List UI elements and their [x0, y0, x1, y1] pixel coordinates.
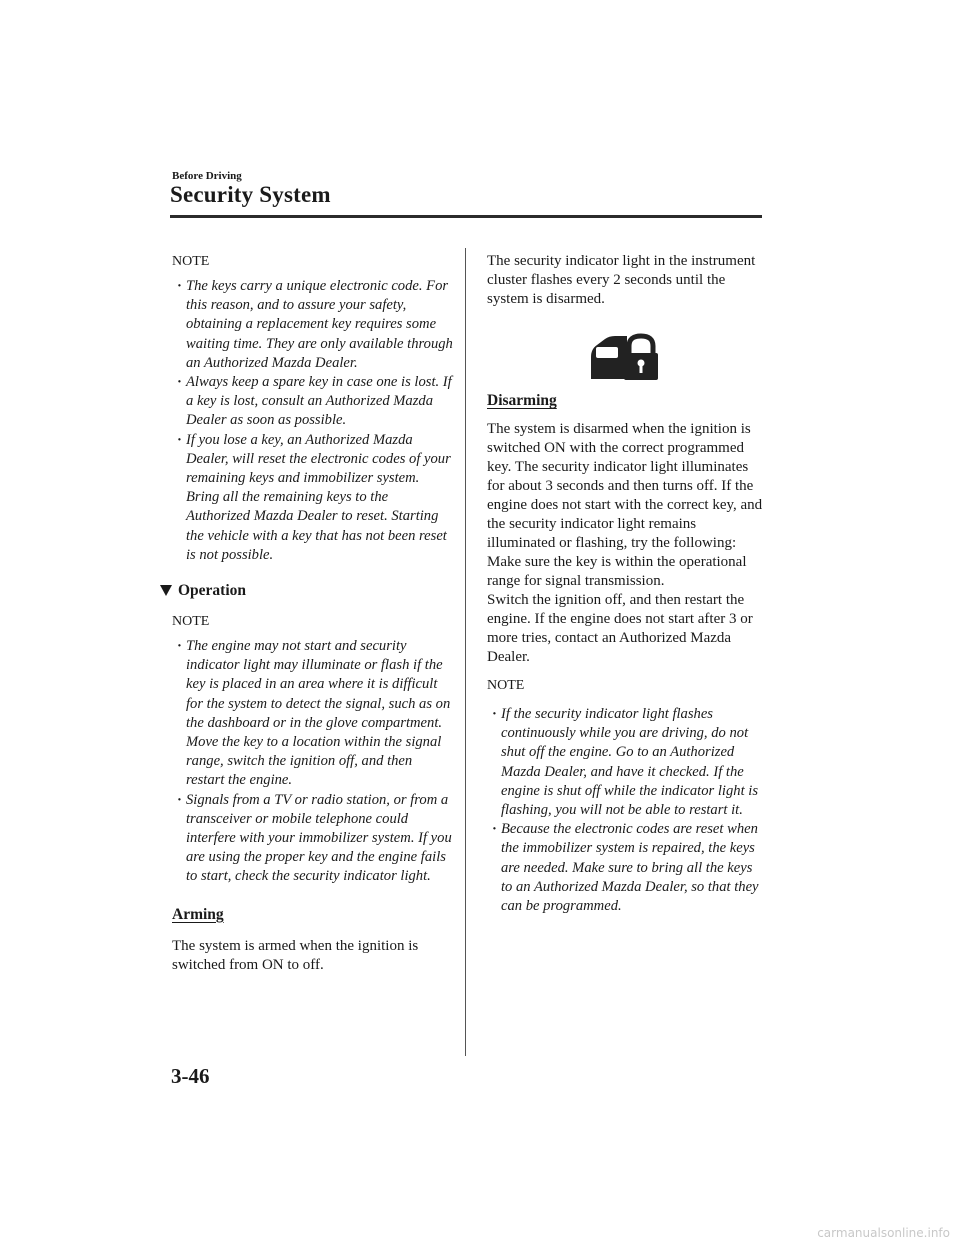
- note-list: [487, 705, 767, 916]
- note-item: · If the security indicator light flashes continuously while you are driving, do not shut off the engine. Go to an Authorized Mazda Dealer, and have it checked. If the engine is shut off while the indicator light is flashing, you will not be able to restart it.: [501, 705, 767, 820]
- watermark: carmanualsonline.info: [817, 1226, 950, 1240]
- right-column: [487, 252, 767, 916]
- disarming-text: The system is disarmed when the ignition is switched ON with the correct programmed key. The security indicator light illuminates for about 3 seconds and then turns off. If the engine does not start with the correct key, and the security indicator light remains illuminated or flashing, try the following:: [487, 421, 763, 551]
- note-item: · If you lose a key, an Authorized Mazda Dealer, will reset the electronic codes of your remaining keys and immobilizer system. Bring all the remaining keys to the Authorized Mazda Dealer to reset. Starting the vehicle with a key that has not been reset is not possible.: [186, 431, 454, 565]
- page-number: 3-46: [171, 1064, 210, 1088]
- note-label: NOTE: [487, 678, 525, 693]
- indicator-figure: [487, 309, 767, 385]
- disarming-text: Switch the ignition off, and then restart the engine. If the engine does not start after 3 or more tries, contact an Authorized Mazda Dealer.: [487, 592, 753, 665]
- arming-heading: Arming: [172, 905, 224, 923]
- note-item: · The keys carry a unique electronic code. For this reason, and to assure your safety, obtaining a replacement key requires some waiting time. They are only available through an Authorized Mazda Dealer.: [186, 277, 454, 373]
- note-label: NOTE: [172, 614, 210, 630]
- note-item: · The engine may not start and security indicator light may illuminate or flash if the key is placed in an area where it is difficult for the system to detect the signal, such as on the dashboard or in the glove compartment. Move the key to a location within the signal range, switch the ignition off, and then restart the engine.: [186, 637, 454, 791]
- left-column: [172, 252, 454, 975]
- note-label: NOTE: [172, 254, 210, 269]
- indicator-text: The security indicator light in the instrument cluster flashes every 2 seconds until the system is disarmed.: [487, 253, 756, 307]
- note-item: · Always keep a spare key in case one is lost. If a key is lost, consult an Authorized Mazda Dealer as soon as possible.: [186, 373, 454, 431]
- operation-heading-label: Operation: [178, 582, 247, 600]
- operation-heading: [160, 581, 454, 600]
- arming-text: The system is armed when the ignition is switched from ON to off.: [172, 937, 419, 973]
- note-list: [172, 277, 454, 565]
- note-list: [172, 637, 454, 887]
- security-indicator-icon: [587, 333, 663, 381]
- column-divider: [465, 248, 466, 1056]
- note-item: · Because the electronic codes are reset when the immobilizer system is repaired, the keys are needed. Make sure to bring all the keys to an Authorized Mazda Dealer, so that they can be programmed.: [501, 820, 767, 916]
- note-item: · Signals from a TV or radio station, or from a transceiver or mobile telephone could interfere with your immobilizer system. If you are using the proper key and the engine fails to start, check the security indicator light.: [186, 791, 454, 887]
- disarming-heading: Disarming: [487, 392, 557, 409]
- section-label: Before Driving: [172, 170, 242, 182]
- title-rule: [170, 215, 762, 218]
- triangle-down-icon: [160, 585, 172, 596]
- page-title: Security System: [170, 182, 331, 207]
- disarming-text: Make sure the key is within the operational range for signal transmission.: [487, 554, 747, 589]
